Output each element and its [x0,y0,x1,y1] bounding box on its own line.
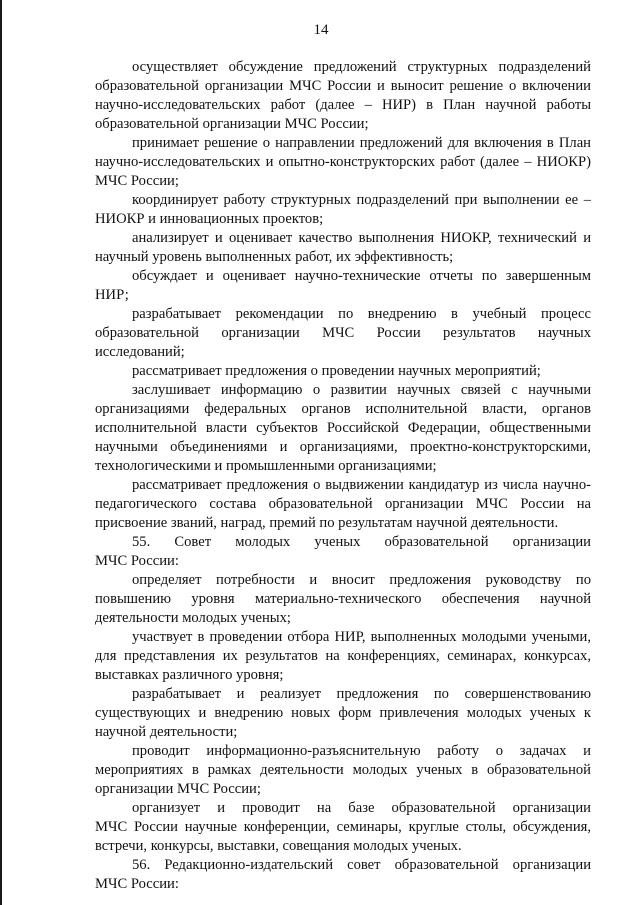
text-line: существующих и внедрению новых форм привлечения молодых ученых к [95,705,591,721]
text-line: организации МЧС России; [95,781,261,797]
text-line: исследований; [95,344,185,360]
page-number: 14 [313,22,329,38]
text-line: для представления их результатов на конференциях, семинарах, конкурсах, [95,648,591,664]
text-line: заслушивает информацию о развитии научных связей с научными [132,382,591,398]
text-line: разрабатывает рекомендации по внедрению в учебный процесс [132,306,591,322]
text-line: НИОКР и инновационных проектов; [95,211,324,227]
text-line: рассматривает предложения о выдвижении кандидатур из числа научно- [132,477,591,493]
text-line: научно-исследовательских и опытно-конструкторских работ (далее – НИОКР) [95,154,591,170]
text-line: 55. Совет молодых ученых образовательной организации [132,534,591,550]
text-line: обсуждает и оценивает научно-технические отчеты по завершенным [132,268,591,284]
text-line: повышению уровня материально-технического обеспечения научной [95,591,591,607]
text-line: мероприятиях в рамках деятельности молодых ученых в образовательной [95,762,591,778]
text-line: организует и проводит на базе образовательной организации [132,800,591,816]
text-line: научно-исследовательских работ (далее – НИР) в План научной работы [95,97,591,113]
text-line: технологическими и промышленными организациями; [95,458,437,474]
text-line: исполнительной власти субъектов Российской Федерации, общественными [95,420,591,436]
text-line: 56. Редакционно-издательский совет образовательной организации [132,857,591,873]
text-line: осуществляет обсуждение предложений структурных подразделений [132,59,591,75]
text-line: образовательной организации МЧС России результатов научных [95,325,591,341]
text-line: МЧС России научные конференции, семинары, круглые столы, обсуждения, [95,819,591,835]
text-line: принимает решение о направлении предложений для включения в План [132,135,591,151]
text-line: МЧС России; [95,173,179,189]
text-line: встречи, конкурсы, выставки, совещания молодых ученых. [95,838,462,854]
text-line: МЧС России: [95,876,179,892]
text-line: образовательной организации МЧС России и выносит решение о включении [95,78,591,94]
text-line: разрабатывает и реализует предложения по совершенствованию [132,686,591,702]
text-line: научной деятельности; [95,724,238,740]
text-line: научный уровень выполненных работ, их эффективность; [95,249,454,265]
text-line: образовательной организации МЧС России; [95,116,369,132]
text-line: рассматривает предложения о проведении научных мероприятий; [132,363,541,379]
text-line: педагогического состава образовательной организации МЧС России на [95,496,591,512]
text-line: присвоение званий, наград, премий по результатам научной деятельности. [95,515,559,531]
text-line: МЧС России: [95,553,179,569]
text-line: определяет потребности и вносит предложения руководству по [132,572,591,588]
text-line: проводит информационно-разъяснительную работу о задачах и [132,743,591,759]
text-line: НИР; [95,287,129,303]
document-body [95,58,591,894]
text-line: участвует в проведении отбора НИР, выполненных молодыми учеными, [132,629,591,645]
text-line: научными объединениями и организациями, проектно-конструкторскими, [95,439,591,455]
text-line: деятельности молодых ученых; [95,610,291,626]
text-line: координирует работу структурных подразделений при выполнении ее – [132,192,591,208]
text-line: организациями федеральных органов исполнительной власти, органов [95,401,591,417]
text-line: выставках различного уровня; [95,667,284,683]
text-line: анализирует и оценивает качество выполнения НИОКР, технический и [132,230,591,246]
